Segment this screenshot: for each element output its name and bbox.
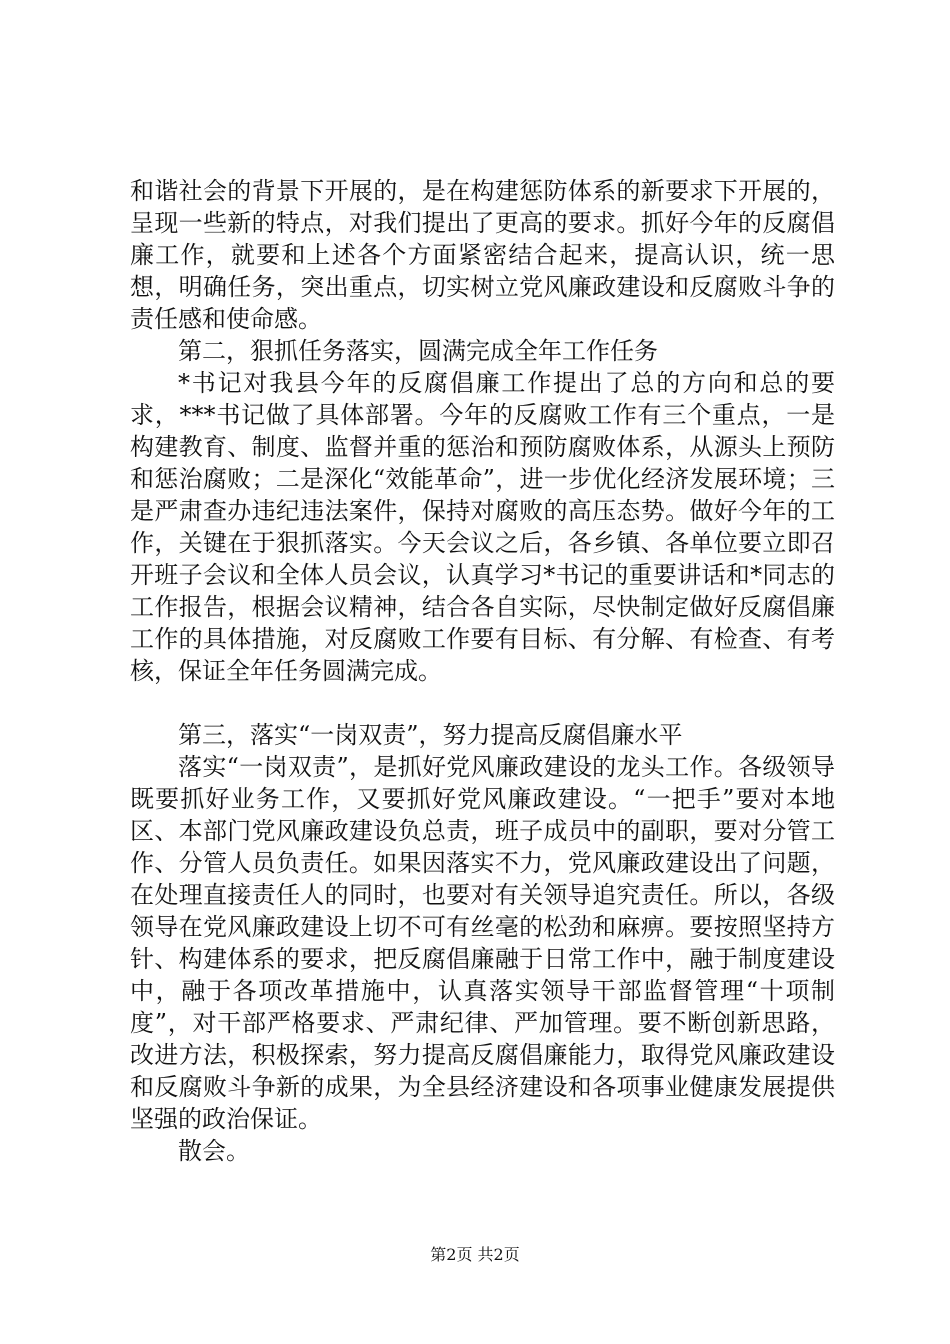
section-heading-third: 第三，落实“一岗双责”，努力提高反腐倡廉水平 bbox=[178, 721, 683, 749]
paragraph-tasks: *书记对我县今年的反腐倡廉工作提出了总的方向和总的要求，***书记做了具体部署。今年的反腐败工作有三个重点，一是构建教育、制度、监督并重的惩治和预防腐败体系，从源头上预防和惩治腐败；二是深化“效能革命”，进一步优化经济发展环境；三是严肃查办违纪违法案件，保持对腐败的高压态势。做好今年的工作，关键在于狠抓落实。今天会议之后，各乡镇、各单位要立即召开班子会议和全体人员会议，认真学习*书记的重要讲话和*同志的工作报告，根据会议精神，结合各自实际，尽快制定做好反腐倡廉工作的具体措施，对反腐败工作要有目标、有分解、有检查、有考核，保证全年任务圆满完成。 bbox=[130, 369, 835, 685]
page-number-footer: 第2页 共2页 bbox=[430, 1245, 520, 1264]
section-heading-second: 第二，狠抓任务落实，圆满完成全年工作任务 bbox=[178, 337, 658, 365]
paragraph-closing: 散会。 bbox=[178, 1137, 250, 1165]
paragraph-responsibility: 落实“一岗双责”，是抓好党风廉政建设的龙头工作。各级领导既要抓好业务工作，又要抓好党风廉政建设。“一把手”要对本地区、本部门党风廉政建设负总责，班子成员中的副职，要对分管工作、分管人员负责任。如果因落实不力，党风廉政建设出了问题，在处理直接责任人的同时，也要对有关领导追究责任。所以，各级领导在党风廉政建设上切不可有丝毫的松劲和麻痹。要按照坚持方针、构建体系的要求，把反腐倡廉融于日常工作中，融于制度建设中，融于各项改革措施中，认真落实领导干部监督管理“十项制度”，对干部严格要求、严肃纪律、严加管理。要不断创新思路，改进方法，积极探索，努力提高反腐倡廉能力，取得党风廉政建设和反腐败斗争新的成果，为全县经济建设和各项事业健康发展提供坚强的政治保证。 bbox=[130, 753, 835, 1133]
document-body bbox=[130, 175, 835, 1167]
paragraph-spacer bbox=[130, 687, 835, 719]
paragraph-continuation: 和谐社会的背景下开展的，是在构建惩防体系的新要求下开展的，呈现一些新的特点，对我们提出了更高的要求。抓好今年的反腐倡廉工作，就要和上述各个方面紧密结合起来，提高认识，统一思想，明确任务，突出重点，切实树立党风廉政建设和反腐败斗争的责任感和使命感。 bbox=[130, 177, 835, 333]
